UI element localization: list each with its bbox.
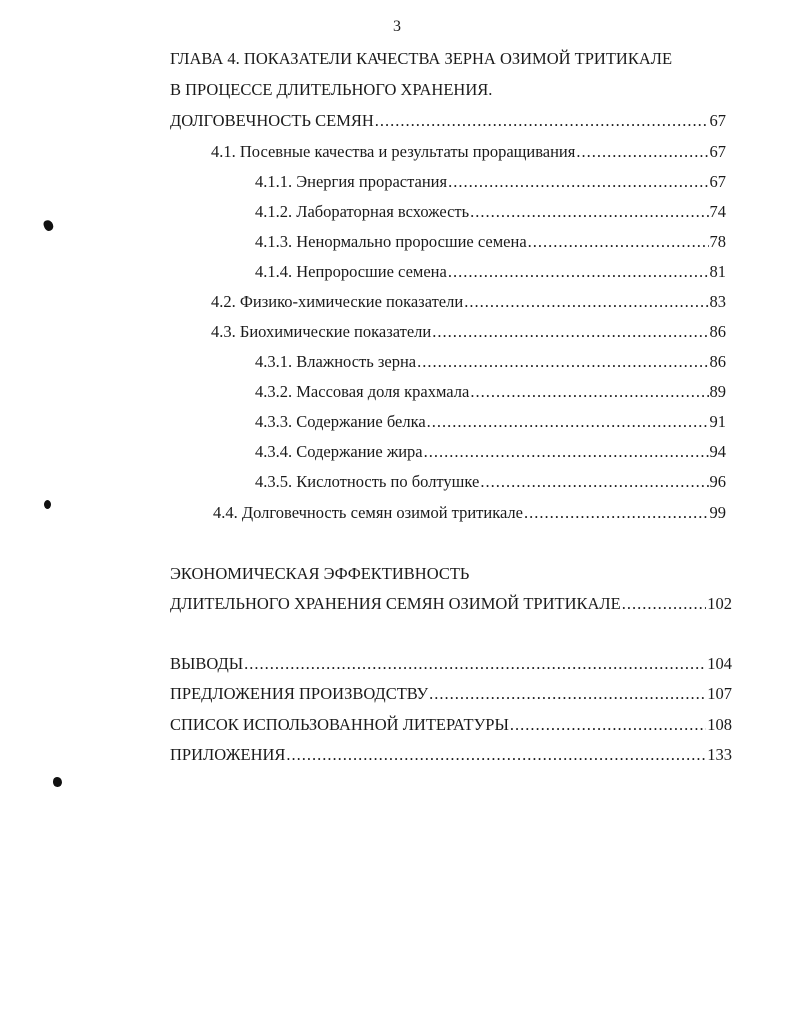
dot-leader: [464, 290, 708, 314]
toc-entry-title: 4.3.2. Массовая доля крахмала: [255, 382, 470, 401]
dot-leader: [417, 350, 708, 374]
toc-entry-4-1-3[interactable]: [255, 230, 726, 254]
toc-entry-title: ДОЛГОВЕЧНОСТЬ СЕМЯН: [170, 111, 374, 130]
toc-entry-title: ДЛИТЕЛЬНОГО ХРАНЕНИЯ СЕМЯН ОЗИМОЙ ТРИТИКАЛЕ: [170, 594, 621, 613]
dot-leader: [510, 713, 706, 737]
toc-entry-title: ВЫВОДЫ: [170, 654, 244, 673]
toc-entry-economics[interactable]: [170, 592, 732, 616]
dot-leader: [429, 682, 706, 706]
toc-entry-title: 4.3.3. Содержание белка: [255, 412, 426, 431]
economics-heading-line-1: ЭКОНОМИЧЕСКАЯ ЭФФЕКТИВНОСТЬ: [170, 564, 470, 583]
toc-entry-page: 96: [709, 472, 726, 491]
toc-entry-title: 4.1.3. Ненормально проросшие семена: [255, 232, 527, 251]
page-number: 3: [393, 18, 401, 35]
scan-speck: [53, 777, 62, 787]
toc-entry-proposals[interactable]: [170, 682, 732, 706]
toc-entry-page: 108: [707, 715, 732, 734]
toc-entry-title: 4.2. Физико-химические показатели: [211, 292, 464, 311]
toc-entry-appendices[interactable]: [170, 743, 732, 767]
toc-entry-page: 99: [709, 503, 726, 522]
toc-entry-page: 67: [709, 172, 726, 191]
toc-entry-title: ПРЕДЛОЖЕНИЯ ПРОИЗВОДСТВУ: [170, 684, 429, 703]
toc-entry-title: 4.3. Биохимические показатели: [211, 322, 432, 341]
toc-entry-page: 81: [709, 262, 726, 281]
toc-entry-4-2[interactable]: [211, 290, 726, 314]
toc-entry-title: 4.1.1. Энергия прорастания: [255, 172, 448, 191]
toc-entry-page: 86: [709, 322, 726, 341]
toc-entry-page: 83: [709, 292, 726, 311]
toc-entry-4-3-3[interactable]: [255, 410, 726, 434]
toc-entry-page: 94: [709, 442, 726, 461]
dot-leader: [286, 743, 706, 767]
toc-entry-title: 4.3.4. Содержание жира: [255, 442, 423, 461]
dot-leader: [432, 320, 708, 344]
toc-entry-4-1[interactable]: [211, 140, 726, 164]
dot-leader: [622, 592, 707, 616]
dot-leader: [375, 109, 709, 133]
toc-entry-page: 78: [709, 232, 726, 251]
toc-entry-page: 67: [709, 142, 726, 161]
toc-entry-title: 4.1.4. Непроросшие семена: [255, 262, 447, 281]
dot-leader: [524, 501, 709, 525]
scan-speck: [42, 219, 54, 232]
chapter-heading-line-1: ГЛАВА 4. ПОКАЗАТЕЛИ КАЧЕСТВА ЗЕРНА ОЗИМОЙ ТРИТИКАЛЕ: [170, 49, 673, 68]
dot-leader: [470, 200, 708, 224]
toc-entry-4-4[interactable]: [213, 501, 726, 525]
toc-entry-conclusions[interactable]: [170, 652, 732, 676]
toc-entry-references[interactable]: [170, 713, 732, 737]
dot-leader: [448, 170, 708, 194]
toc-entry-page: 133: [707, 745, 732, 764]
toc-entry-title: 4.1.2. Лабораторная всхожесть: [255, 202, 470, 221]
toc-entry-page: 89: [709, 382, 726, 401]
toc-entry-page: 102: [707, 594, 732, 613]
dot-leader: [470, 380, 708, 404]
toc-entry-4-3[interactable]: [211, 320, 726, 344]
toc-entry-page: 86: [709, 352, 726, 371]
toc-entry-title: 4.3.5. Кислотность по болтушке: [255, 472, 480, 491]
toc-entry-title: 4.4. Долговечность семян озимой тритикале: [213, 503, 523, 522]
scan-speck: [44, 500, 51, 509]
toc-entry-4-3-4[interactable]: [255, 440, 726, 464]
toc-entry-4-3-1[interactable]: [255, 350, 726, 374]
dot-leader: [244, 652, 706, 676]
toc-entry-4-1-1[interactable]: [255, 170, 726, 194]
toc-entry-title: 4.1. Посевные качества и результаты проращивания: [211, 142, 576, 161]
dot-leader: [576, 140, 708, 164]
dot-leader: [424, 440, 709, 464]
toc-entry-page: 74: [709, 202, 726, 221]
dot-leader: [528, 230, 709, 254]
toc-entry-4-3-5[interactable]: [255, 470, 726, 494]
toc-entry-page: 67: [709, 111, 726, 130]
chapter-heading-line-2: В ПРОЦЕССЕ ДЛИТЕЛЬНОГО ХРАНЕНИЯ.: [170, 80, 493, 99]
toc-entry-title: 4.3.1. Влажность зерна: [255, 352, 417, 371]
toc-entry-4-1-4[interactable]: [255, 260, 726, 284]
toc-entry-title: ПРИЛОЖЕНИЯ: [170, 745, 286, 764]
toc-entry-title: СПИСОК ИСПОЛЬЗОВАННОЙ ЛИТЕРАТУРЫ: [170, 715, 509, 734]
dot-leader: [480, 470, 708, 494]
toc-entry-page: 91: [709, 412, 726, 431]
toc-entry-page: 104: [707, 654, 732, 673]
toc-entry-chapter-4[interactable]: [170, 109, 726, 133]
toc-entry-4-1-2[interactable]: [255, 200, 726, 224]
toc-entry-4-3-2[interactable]: [255, 380, 726, 404]
dot-leader: [448, 260, 709, 284]
dot-leader: [427, 410, 709, 434]
toc-entry-page: 107: [707, 684, 732, 703]
